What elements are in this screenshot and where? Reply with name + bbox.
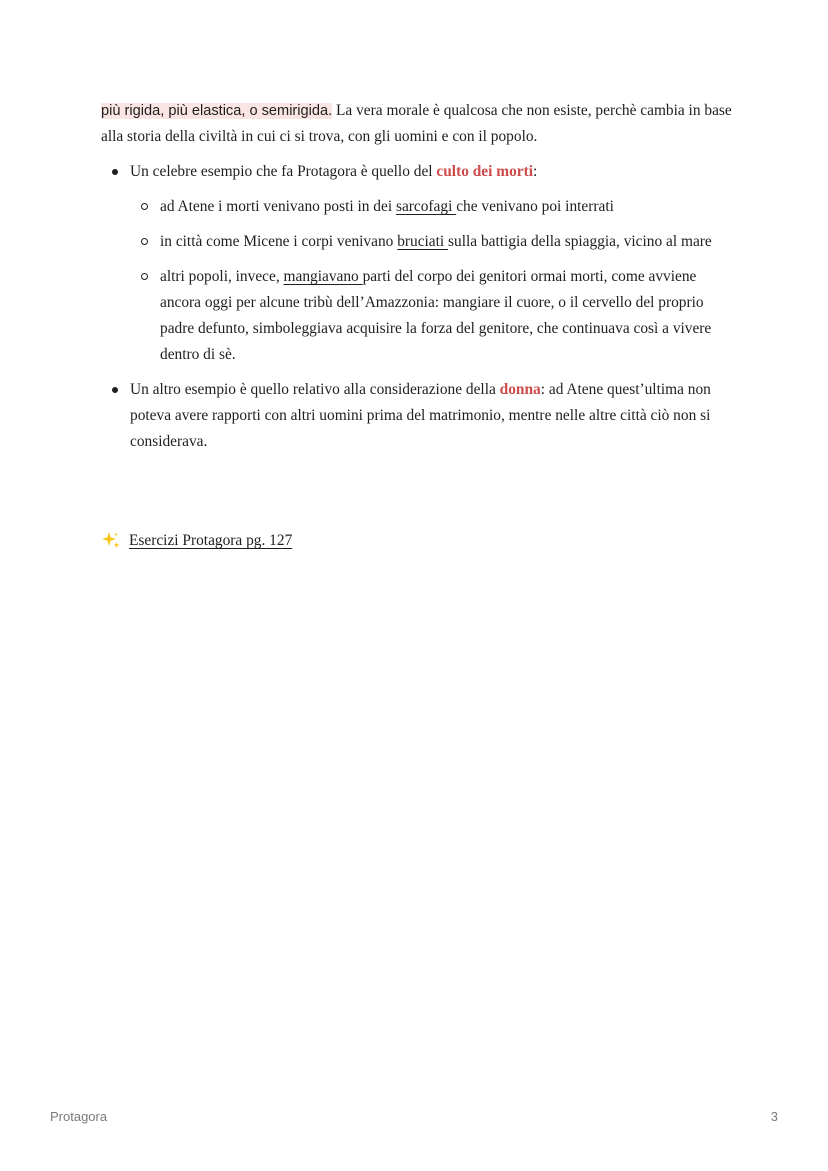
circle-bullet-icon xyxy=(141,273,148,280)
bullet-list xyxy=(101,159,741,455)
sub-list xyxy=(130,194,741,368)
sub-item-text: ad Atene i morti venivano posti in dei xyxy=(160,198,396,215)
bullet-dot-icon xyxy=(112,387,118,393)
circle-bullet-icon xyxy=(141,203,148,210)
sub-list-item xyxy=(130,229,741,255)
sub-list-item xyxy=(130,264,741,368)
sub-item-text: parti del corpo dei genitori ormai morti, come avviene ancora oggi per alcune tribù dell’Amazzonia: mangiare il cuore, o il cervello del proprio padre defunto, simboleggiava acquisire la forza del genitore, che continuava così a vivere dentro di sè. xyxy=(160,268,712,363)
list-item-text: : ad Atene quest’ultima non poteva avere rapporti con altri uomini prima del matrimonio, mentre nelle altre città ciò non si considerava. xyxy=(130,381,711,450)
list-item-text: : xyxy=(533,163,538,180)
highlighted-text: più rigida, più elastica, o semirigida. xyxy=(101,103,333,119)
sub-item-text: altri popoli, invece, xyxy=(160,268,284,285)
intro-paragraph xyxy=(101,98,741,150)
emphasis-text: donna xyxy=(499,381,541,398)
list-item xyxy=(101,377,741,455)
underlined-text: sarcofagi xyxy=(395,198,457,215)
list-item-text: Un altro esempio è quello relativo alla considerazione della xyxy=(130,381,500,398)
bullet-dot-icon xyxy=(112,169,118,175)
exercise-link-row xyxy=(101,529,292,553)
circle-bullet-icon xyxy=(141,238,148,245)
list-item xyxy=(101,159,741,368)
sub-list-item xyxy=(130,194,741,220)
sub-item-text: sulla battigia della spiaggia, vicino al mare xyxy=(448,233,712,250)
list-item-text: Un celebre esempio che fa Protagora è quello del xyxy=(130,163,437,180)
sparkles-icon xyxy=(101,531,121,551)
underlined-text: bruciati xyxy=(397,233,449,250)
footer-title: Protagora xyxy=(50,1109,108,1124)
emphasis-text: culto dei morti xyxy=(436,163,534,180)
page-number: 3 xyxy=(770,1109,778,1124)
page-content xyxy=(101,98,741,464)
intro-text: La vera morale è qualcosa che non esiste, perchè cambia in base alla storia della civiltà in cui ci si trova, con gli uomini e con il popolo. xyxy=(101,102,732,145)
exercise-link[interactable]: Esercizi Protagora pg. 127 xyxy=(129,532,293,549)
underlined-text: mangiavano xyxy=(283,268,363,285)
sub-item-text: in città come Micene i corpi venivano xyxy=(160,233,398,250)
sub-item-text: che venivano poi interrati xyxy=(456,198,614,215)
